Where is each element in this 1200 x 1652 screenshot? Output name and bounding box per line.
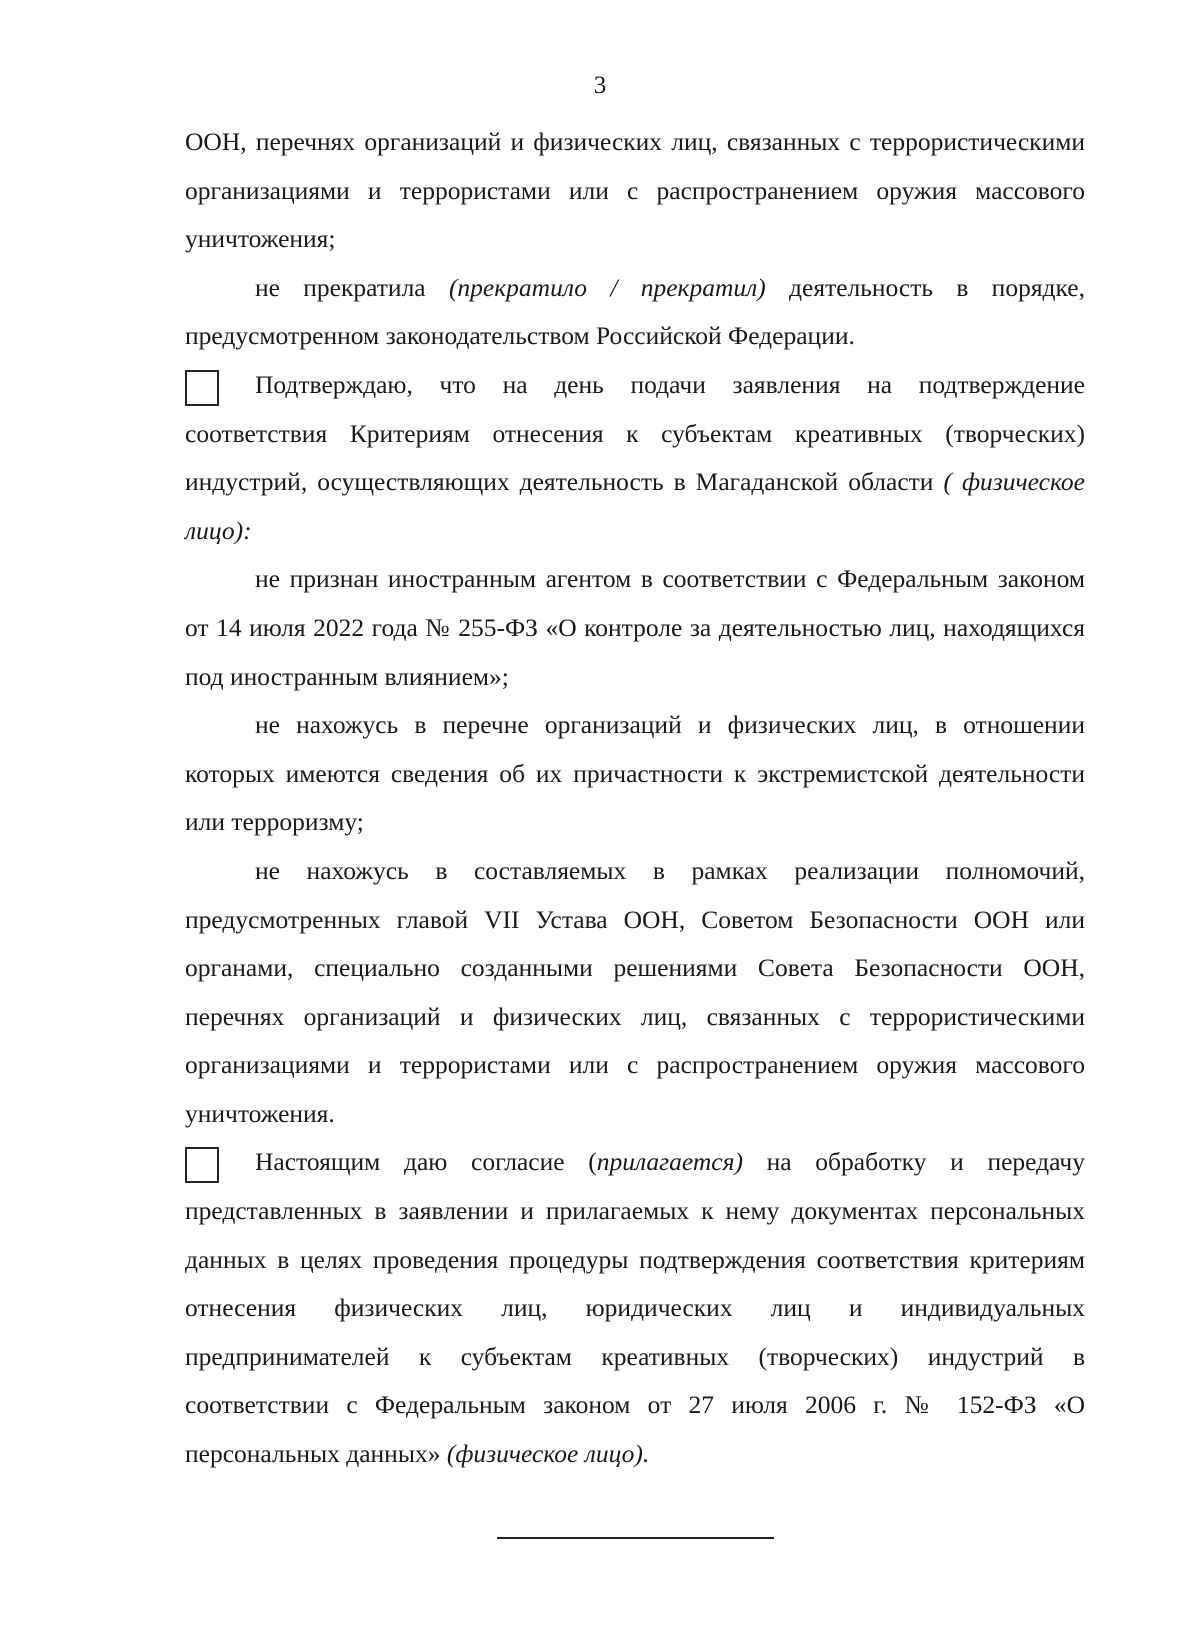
paragraph-foreign-agent: не признан иностранным агентом в соответствии с Федеральным законом от 14 июля 2022 года № 255-ФЗ «О контроле за деятельностью лиц, находящихся под иностранным влиянием»; — [185, 564, 1085, 691]
italic-note: прилагается) — [596, 1147, 743, 1177]
paragraph-text: Подтверждаю, что на день подачи заявления на подтверждение соответствия Критериям отнесения к субъектам креативных (творческих) индустрий, осуществляющих деятельность в Магаданской области — [185, 369, 1085, 497]
paragraph-un-lists: не нахожусь в составляемых в рамках реализации полномочий, предусмотренных главой VII Устава ООН, Советом Безопасности ООН или органами, специально созданными решениями Совета Безопасности ООН, перечнях организаций и физических лиц, связанных с террористическими организациями и террористами или с распространением оружия массового уничтожения. — [185, 855, 1085, 1128]
italic-note: (физическое лицо). — [446, 1439, 650, 1469]
paragraph-text: Настоящим даю согласие ( — [255, 1147, 597, 1177]
paragraph-confirmation-individual — [185, 361, 1085, 555]
paragraph-personal-data-consent — [185, 1138, 1085, 1478]
document-body — [185, 118, 1085, 1479]
paragraph-text: на обработку и передачу представленных в заявлении и прилагаемых к нему документах персональных данных в целях проведения процедуры подтверждения соответствия критериям отнесения физических лиц, юридических лиц и индивидуальных предпринимателей к субъектам креативных (творческих) индустрий в соответствии с Федеральным законом от 27 июля 2006 г. № 152-ФЗ «О персональных данных» — [185, 1147, 1085, 1469]
paragraph-text: деятельность в порядке, предусмотренном законодательством Российской Федерации. — [185, 272, 1085, 351]
italic-note: (прекратило / прекратил) — [448, 272, 766, 302]
paragraph-un-lists-continuation: ООН, перечнях организаций и физических лиц, связанных с террористическими организациями и террористами или с распространением оружия массового уничтожения; — [185, 127, 1085, 254]
italic-note: ( физическое лицо): — [185, 467, 1085, 545]
end-of-document-rule — [497, 1537, 774, 1539]
paragraph-extremism-list: не нахожусь в перечне организаций и физических лиц, в отношении которых имеются сведения об их причастности к экстремистской деятельности или терроризму; — [185, 710, 1085, 837]
confirm-checkbox[interactable] — [185, 370, 219, 406]
page-number: 3 — [593, 72, 607, 99]
paragraph-text: не прекратила — [255, 272, 449, 302]
consent-checkbox[interactable] — [185, 1147, 219, 1183]
paragraph-not-ceased-activity — [185, 264, 1085, 361]
